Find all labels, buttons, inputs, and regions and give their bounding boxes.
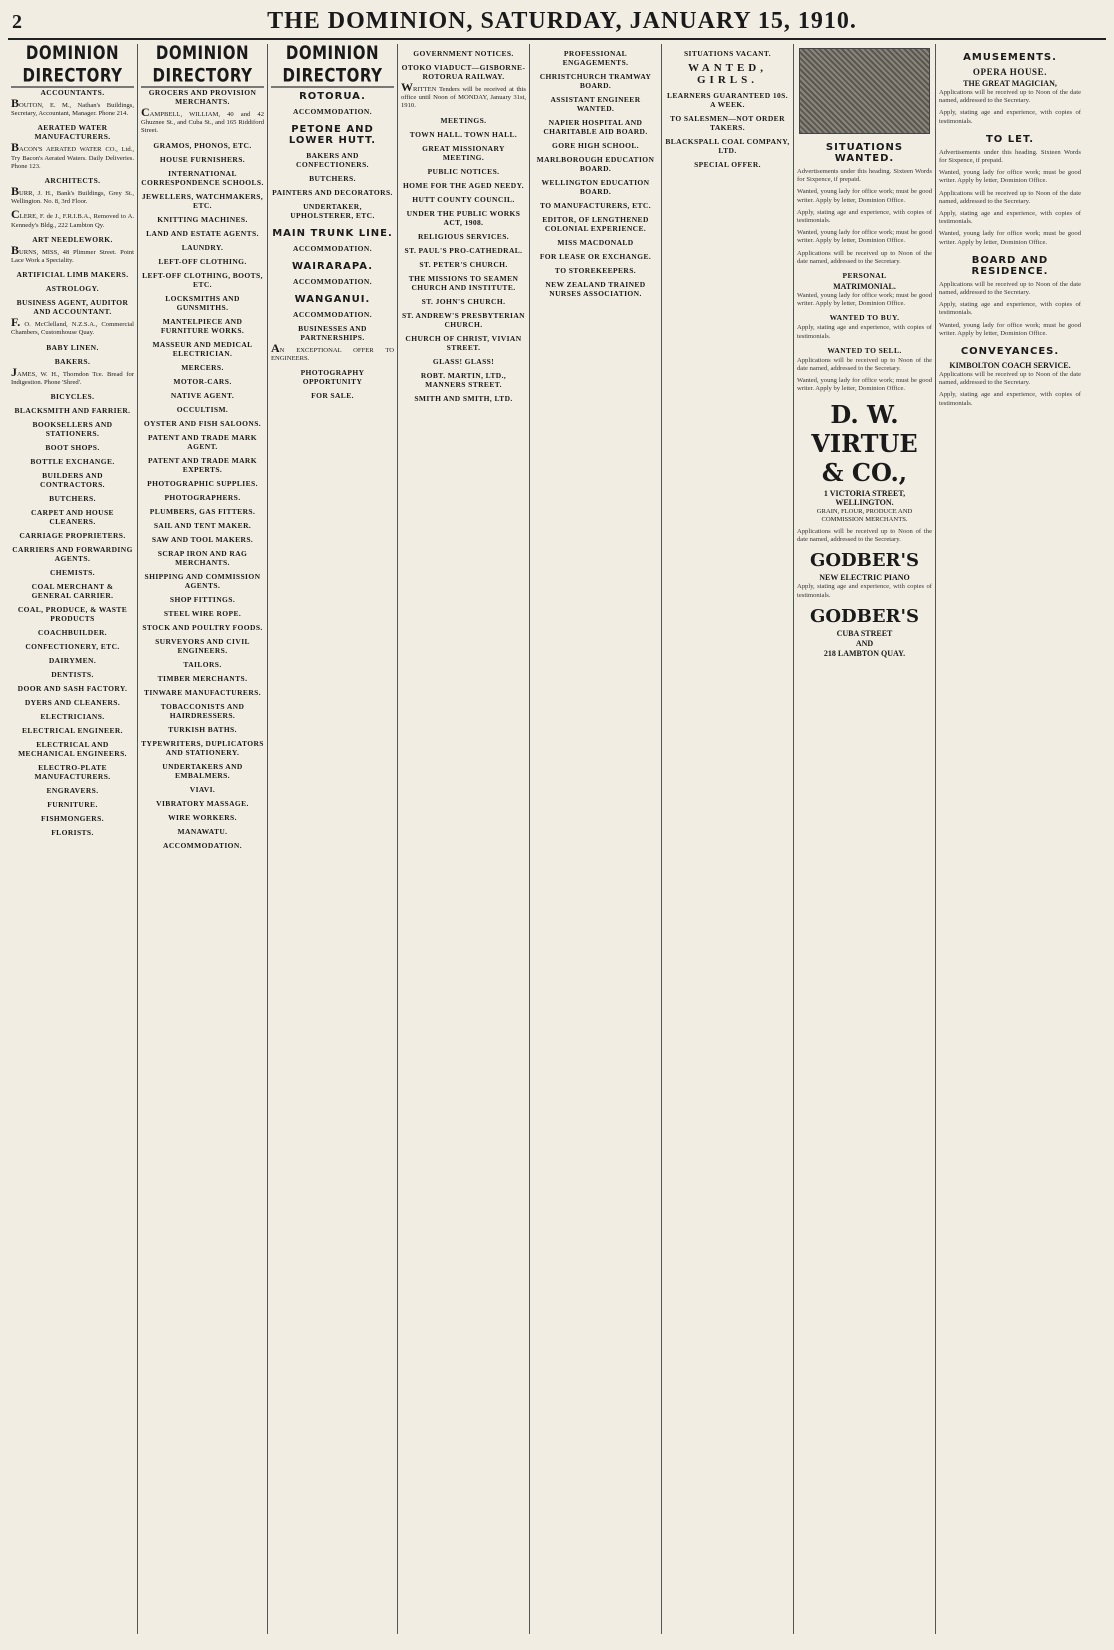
filler-text: Advertisements under this heading. Sixteen Words for Sixpence, if prepaid. <box>939 148 1081 165</box>
category-heading: DENTISTS. <box>51 670 94 680</box>
category-heading: AERATED WATER MANUFACTURERS. <box>34 123 111 142</box>
category-heading: KNITTING MACHINES. <box>157 214 248 224</box>
category-heading: TIMBER MERCHANTS. <box>157 673 248 683</box>
conveyances-heading: CONVEYANCES. <box>960 346 1060 358</box>
virtue-advert-address: 1 VICTORIA STREET, WELLINGTON. <box>823 488 906 507</box>
section-heading: SITUATIONS WANTED. <box>825 142 904 164</box>
listing-entry: BURNS, MISS, 48 Plimmer Street. Point Lace Work a Speciality. <box>11 242 134 265</box>
category-heading: SHOP FITTINGS. <box>169 594 236 604</box>
directory-heading: DOMINION DIRECTORY <box>271 44 394 88</box>
category-heading: NATIVE AGENT. <box>170 390 235 400</box>
directory-list <box>11 88 134 837</box>
filler-text: Applications will be received up to Noon of the date named, addressed to the Secretary. <box>939 371 1081 387</box>
category-heading: OYSTER AND FISH SALOONS. <box>143 418 262 428</box>
category-heading: SPECIAL OFFER. <box>694 160 761 169</box>
wanted-girls-banner: WANTED, GIRLS. <box>687 62 768 86</box>
category-heading: FOR SALE. <box>311 391 354 401</box>
filler-text: Wanted, young lady for office work; must be good writer. Apply by letter, Dominion Office. <box>939 321 1081 337</box>
category-heading: SAW AND TOOL MAKERS. <box>151 534 254 544</box>
category-heading: COAL MERCHANT & GENERAL CARRIER. <box>31 582 114 601</box>
filler-text: Applications will be received up to Noon of the date named, addressed to the Secretary. <box>797 356 932 373</box>
category-heading: GRAMOS, PHONOS, ETC. <box>153 140 252 150</box>
category-heading: CHURCH OF CHRIST, VIVIAN STREET. <box>405 333 522 352</box>
newspaper-page <box>8 6 1106 1638</box>
professional-column <box>530 44 662 1634</box>
category-heading: DAIRYMEN. <box>48 656 97 666</box>
category-heading: OTOKO VIADUCT—GISBORNE-ROTORUA RAILWAY. <box>401 63 526 81</box>
category-heading: NAPIER HOSPITAL AND CHARITABLE AID BOARD. <box>543 118 648 136</box>
category-heading: ARCHITECTS. <box>44 176 101 186</box>
category-heading: PATENT AND TRADE MARK AGENT. <box>148 432 257 451</box>
godber-advert-name-2: GODBER'S <box>809 605 920 627</box>
category-heading: CARRIAGE PROPRIETERS. <box>19 531 126 541</box>
category-heading: MEETINGS. <box>440 115 487 125</box>
category-heading: TOWN HALL. TOWN HALL. <box>409 129 518 139</box>
great-magician-title: THE GREAT MAGICIAN, <box>963 79 1057 88</box>
category-heading: HUTT COUNTY COUNCIL. <box>412 194 515 204</box>
category-heading: ROBT. MARTIN, LTD., MANNERS STREET. <box>420 370 507 389</box>
category-heading: LOCKSMITHS AND GUNSMITHS. <box>165 293 240 312</box>
category-heading: BUTCHERS. <box>309 174 356 183</box>
category-heading: BOTTLE EXCHANGE. <box>30 457 115 467</box>
personal-heading: PERSONAL <box>842 271 887 281</box>
category-heading: LAND AND ESTATE AGENTS. <box>146 228 259 238</box>
category-heading: PATENT AND TRADE MARK EXPERTS. <box>148 455 257 474</box>
category-heading: CHRISTCHURCH TRAMWAY BOARD. <box>539 72 652 90</box>
category-heading: BOOKSELLERS AND STATIONERS. <box>32 420 113 439</box>
filler-text: Apply, stating age and experience, with copies of testimonials. <box>939 301 1081 317</box>
listing-entry: WRITTEN Tenders will be received at this office until Noon of MONDAY, January 31st, 1910. <box>401 80 526 110</box>
category-heading: SURVEYORS AND CIVIL ENGINEERS. <box>155 636 250 655</box>
godber-address-2: AND <box>855 638 874 648</box>
category-heading: TAILORS. <box>183 659 222 669</box>
category-heading: HOUSE FURNISHERS. <box>159 154 246 164</box>
directory-list <box>141 88 264 850</box>
category-heading: RELIGIOUS SERVICES. <box>417 231 510 241</box>
filler-text: Applications will be received up to Noon of the date named, addressed to the Secretary. <box>797 528 932 544</box>
category-heading: VIAVI. <box>189 784 216 794</box>
category-heading: GORE HIGH SCHOOL. <box>551 141 640 150</box>
category-heading: MERCERS. <box>181 362 224 372</box>
virtue-advert-name: D. W. VIRTUE & CO., <box>811 399 918 487</box>
listing-entry: CLERE, F. de J., F.R.I.B.A., Removed to A. Kennedy's Bldg., 222 Lambton Qy. <box>11 207 134 229</box>
category-heading: BLACKSPALL COAL COMPANY, LTD. <box>665 137 790 155</box>
category-heading: TYPEWRITERS, DUPLICATORS AND STATIONERY. <box>141 738 264 757</box>
category-heading: ST. PAUL'S PRO-CATHEDRAL. <box>404 245 523 255</box>
listing-entry: JAMES, W. H., Thorndon Tce. Bread for Indigestion. Phone 'Shred'. <box>11 364 134 386</box>
category-heading: JEWELLERS, WATCHMAKERS, ETC. <box>141 191 264 210</box>
category-heading: SHIPPING AND COMMISSION AGENTS. <box>144 571 261 590</box>
listing-entry: BURR, J. H., Bank's Buildings, Grey St., Wellington. No. 8, 3rd Floor. <box>11 184 134 206</box>
category-heading: ELECTRICIANS. <box>40 712 105 722</box>
category-heading: ELECTRO-PLATE MANUFACTURERS. <box>34 763 111 782</box>
category-heading: BICYCLES. <box>50 392 95 402</box>
columns <box>8 44 1106 1634</box>
category-heading: TO MANUFACTURERS, ETC. <box>539 201 652 210</box>
godber-address-1: CUBA STREET <box>836 628 893 638</box>
category-heading: FLORISTS. <box>51 828 94 838</box>
category-heading: TOBACCONISTS AND HAIRDRESSERS. <box>160 701 245 720</box>
filler-text: Applications will be received up to Noon of the date named, addressed to the Secretary. <box>939 280 1081 297</box>
category-heading: PHOTOGRAPHIC SUPPLIES. <box>147 478 258 488</box>
filler-text: Wanted, young lady for office work; must be good writer. Apply by letter, Dominion Office. <box>797 229 932 245</box>
section-heading: SITUATIONS VACANT. <box>683 49 772 58</box>
category-heading: GREAT MISSIONARY MEETING. <box>422 143 505 162</box>
filler-text: Applications will be received up to Noon of the date named, addressed to the Secretary. <box>939 189 1081 205</box>
category-heading: ACCOMMODATION. <box>163 840 242 850</box>
newspaper-title: THE DOMINION, SATURDAY, JANUARY 15, 1910. <box>267 8 857 34</box>
category-heading: FISHMONGERS. <box>41 814 104 824</box>
region-heading: WAIRARAPA. <box>291 261 374 272</box>
category-heading: ARTIFICIAL LIMB MAKERS. <box>16 270 129 280</box>
category-heading: ELECTRICAL ENGINEER. <box>22 726 123 736</box>
directory-column-2 <box>138 44 268 1634</box>
category-heading: MOTOR-CARS. <box>173 376 232 386</box>
notice-list <box>401 63 526 403</box>
category-heading: CARPET AND HOUSE CLEANERS. <box>31 508 114 527</box>
category-heading: ELECTRICAL AND MECHANICAL ENGINEERS. <box>18 740 127 759</box>
region-heading: MAIN TRUNK LINE. <box>272 228 393 239</box>
filler-text: Wanted, young lady for office work; must be good writer. Apply by letter, Dominion Office. <box>939 230 1081 246</box>
category-heading: BAKERS. <box>54 356 91 366</box>
category-heading: ST. PETER'S CHURCH. <box>419 259 508 269</box>
category-heading: BAKERS AND CONFECTIONERS. <box>296 151 369 169</box>
filler-text: Wanted, young lady for office work; must be good writer. Apply by letter, Dominion Office. <box>939 169 1081 185</box>
filler-text: Apply, stating age and experience, with copies of testimonials. <box>939 391 1081 407</box>
category-heading: BUILDERS AND CONTRACTORS. <box>40 471 105 490</box>
category-heading: MASSEUR AND MEDICAL ELECTRICIAN. <box>152 339 253 358</box>
amusements-column <box>936 44 1084 1634</box>
category-heading: EDITOR, OF LENGTHENED COLONIAL EXPERIENCE. <box>542 215 649 233</box>
opera-house-title: OPERA HOUSE. <box>972 67 1048 77</box>
wanted-buy-heading: WANTED TO BUY. <box>829 313 900 323</box>
filler-text: Applications will be received up to Noon of the date named, addressed to the Secretary. <box>797 249 932 265</box>
listing-entry: AN EXCEPTIONAL OFFER TO ENGINEERS. <box>271 341 394 363</box>
to-let-heading: TO LET. <box>985 133 1035 145</box>
category-heading: SAIL AND TENT MAKER. <box>153 520 252 530</box>
category-heading: PHOTOGRAPHY OPPORTUNITY <box>300 368 365 387</box>
category-heading: NEW ZEALAND TRAINED NURSES ASSOCIATION. <box>545 280 646 298</box>
category-heading: CARRIERS AND FORWARDING AGENTS. <box>12 545 133 564</box>
category-heading: ACCOMMODATION. <box>293 277 372 286</box>
category-heading: COAL, PRODUCE, & WASTE PRODUCTS <box>17 605 128 624</box>
category-heading: MANTELPIECE AND FURNITURE WORKS. <box>160 316 245 335</box>
notice-list <box>665 91 790 169</box>
category-heading: ST. JOHN'S CHURCH. <box>421 296 506 306</box>
category-heading: DOOR AND SASH FACTORY. <box>17 684 128 694</box>
category-heading: ASTROLOGY. <box>45 284 100 294</box>
category-heading: MANAWATU. <box>177 826 228 836</box>
godber-advert-name: GODBER'S <box>809 550 920 572</box>
notice-list <box>533 72 658 298</box>
government-notices-column <box>398 44 530 1634</box>
filler-text: Apply, stating age and experience, with copies of testimonials. <box>939 109 1081 125</box>
directory-heading: DOMINION DIRECTORY <box>11 44 134 88</box>
category-heading: CHEMISTS. <box>49 568 96 578</box>
category-heading: OCCULTISM. <box>176 404 229 414</box>
category-heading: FURNITURE. <box>47 800 98 810</box>
kimbolton-heading: KIMBOLTON COACH SERVICE. <box>949 361 1071 371</box>
filler-text: Wanted, young lady for office work; must be good writer. Apply by letter, Dominion Office. <box>797 292 932 308</box>
godber-advert-sub: NEW ELECTRIC PIANO <box>819 573 910 583</box>
category-heading: BABY LINEN. <box>46 342 99 352</box>
listing-entry: F. O. McClelland, N.Z.S.A., Commercial Chambers, Customhouse Quay. <box>11 315 134 337</box>
category-heading: PUBLIC NOTICES. <box>427 166 500 176</box>
category-heading: ART NEEDLEWORK. <box>32 234 113 244</box>
category-heading: ACCOMMODATION. <box>293 107 372 116</box>
category-heading: GLASS! GLASS! <box>432 356 495 366</box>
category-heading: UNDERTAKERS AND EMBALMERS. <box>162 761 243 780</box>
wanted-sell-heading: WANTED TO SELL. <box>827 345 902 355</box>
category-heading: ENGRAVERS. <box>46 786 99 796</box>
category-heading: HOME FOR THE AGED NEEDY. <box>402 180 525 190</box>
directory-heading: DOMINION DIRECTORY <box>141 44 264 88</box>
category-heading: BUTCHERS. <box>49 494 96 504</box>
category-heading: LEFT-OFF CLOTHING. <box>158 256 247 266</box>
category-heading: FOR LEASE OR EXCHANGE. <box>539 252 652 261</box>
category-heading: DYERS AND CLEANERS. <box>24 698 121 708</box>
directory-column-3 <box>268 44 398 1634</box>
category-heading: ACCOUNTANTS. <box>40 88 105 97</box>
category-heading: PHOTOGRAPHERS. <box>164 492 241 502</box>
category-heading: GROCERS AND PROVISION MERCHANTS. <box>148 88 257 106</box>
category-heading: ACCOMMODATION. <box>293 310 372 319</box>
category-heading: LEARNERS GUARANTEED 10S. A WEEK. <box>666 91 789 109</box>
category-heading: UNDERTAKER, UPHOLSTERER, ETC. <box>290 202 375 220</box>
listing-entry: CAMPBELL, WILLIAM, 40 and 42 Ghuznee St., and Cuba St., and 165 Riddiford Street. <box>141 105 264 135</box>
region-heading: PETONE AND LOWER HUTT. <box>288 124 377 146</box>
listing-entry: BACON'S AERATED WATER CO., Ltd., Try Bacon's Aerated Waters. Daily Deliveries. Phone 123. <box>11 140 134 170</box>
section-heading: GOVERNMENT NOTICES. <box>413 49 514 58</box>
category-heading: SMITH AND SMITH, LTD. <box>414 393 513 403</box>
category-heading: TINWARE MANUFACTURERS. <box>143 687 261 697</box>
board-heading: BOARD AND RESIDENCE. <box>971 254 1049 277</box>
section-heading: AMUSEMENTS. <box>963 52 1057 63</box>
filler-text: Apply, stating age and experience, with copies of testimonials. <box>797 324 932 340</box>
godber-address-3: 218 LAMBTON QUAY. <box>823 648 906 658</box>
category-heading: STEEL WIRE ROPE. <box>163 608 242 618</box>
category-heading: BUSINESS AGENT, AUDITOR AND ACCOUNTANT. <box>16 298 129 317</box>
category-heading: TO STOREKEEPERS. <box>554 266 637 275</box>
category-heading: VIBRATORY MASSAGE. <box>156 798 249 808</box>
situations-wanted-column <box>794 44 936 1634</box>
category-heading: WELLINGTON EDUCATION BOARD. <box>541 178 650 196</box>
category-heading: MISS MACDONALD <box>557 238 634 247</box>
region-heading: ROTORUA. <box>299 91 366 102</box>
situations-vacant-column <box>662 44 794 1634</box>
section-heading: PROFESSIONAL ENGAGEMENTS. <box>562 49 629 67</box>
page-number: 2 <box>12 11 22 33</box>
category-heading: UNDER THE PUBLIC WORKS ACT, 1908. <box>406 208 521 227</box>
category-heading: STOCK AND POULTRY FOODS. <box>142 622 263 632</box>
category-heading: LEFT-OFF CLOTHING, BOOTS, ETC. <box>142 270 263 289</box>
category-heading: CONFECTIONERY, ETC. <box>25 642 120 652</box>
filler-text: Applications will be received up to Noon of the date named, addressed to the Secretary. <box>939 89 1081 105</box>
category-heading: PAINTERS AND DECORATORS. <box>272 188 393 197</box>
directory-column-1 <box>8 44 138 1634</box>
listing-entry: BOUTON, E. M., Nathan's Buildings, Secretary, Accountant, Manager. Phone 214. <box>11 96 134 118</box>
filler-text: Wanted, young lady for office work; must be good writer. Apply by letter, Dominion Office. <box>797 377 932 393</box>
category-heading: COACHBUILDER. <box>37 628 108 638</box>
filler-text: Advertisements under this heading. Sixteen Words for Sixpence, if prepaid. <box>797 168 932 184</box>
filler-text: Apply, stating age and experience, with copies of testimonials. <box>797 208 932 225</box>
category-heading: INTERNATIONAL CORRESPONDENCE SCHOOLS. <box>141 168 264 187</box>
category-heading: LAUNDRY. <box>181 242 224 252</box>
matrimonial-heading: MATRIMONIAL. <box>833 282 896 292</box>
category-heading: ASSISTANT ENGINEER WANTED. <box>550 95 641 113</box>
filler-text: Wanted, young lady for office work; must be good writer. Apply by letter, Dominion Office. <box>797 188 932 204</box>
category-heading: WIRE WORKERS. <box>168 812 237 822</box>
masthead <box>8 6 1106 40</box>
category-heading: BLACKSMITH AND FARRIER. <box>14 406 131 416</box>
region-heading: WANGANUI. <box>294 294 371 305</box>
category-heading: SCRAP IRON AND RAG MERCHANTS. <box>157 548 248 567</box>
virtue-advert-line: GRAIN, FLOUR, PRODUCE AND COMMISSION MERCHANTS. <box>816 507 913 523</box>
filler-text: Apply, stating age and experience, with copies of testimonials. <box>939 210 1081 226</box>
category-heading: TO SALESMEN—NOT ORDER TAKERS. <box>670 114 785 132</box>
category-heading: ST. ANDREW'S PRESBYTERIAN CHURCH. <box>401 310 525 329</box>
category-heading: ACCOMMODATION. <box>293 244 372 253</box>
category-heading: BUSINESSES AND PARTNERSHIPS. <box>298 324 367 342</box>
category-heading: MARLBOROUGH EDUCATION BOARD. <box>536 155 655 173</box>
advert-photo <box>799 48 930 134</box>
category-heading: TURKISH BATHS. <box>168 724 237 734</box>
category-heading: BOOT SHOPS. <box>45 443 100 453</box>
directory-list <box>271 91 394 400</box>
category-heading: THE MISSIONS TO SEAMEN CHURCH AND INSTITUTE. <box>408 273 519 292</box>
filler-text: Apply, stating age and experience, with copies of testimonials. <box>797 583 932 599</box>
category-heading: PLUMBERS, GAS FITTERS. <box>149 506 256 516</box>
